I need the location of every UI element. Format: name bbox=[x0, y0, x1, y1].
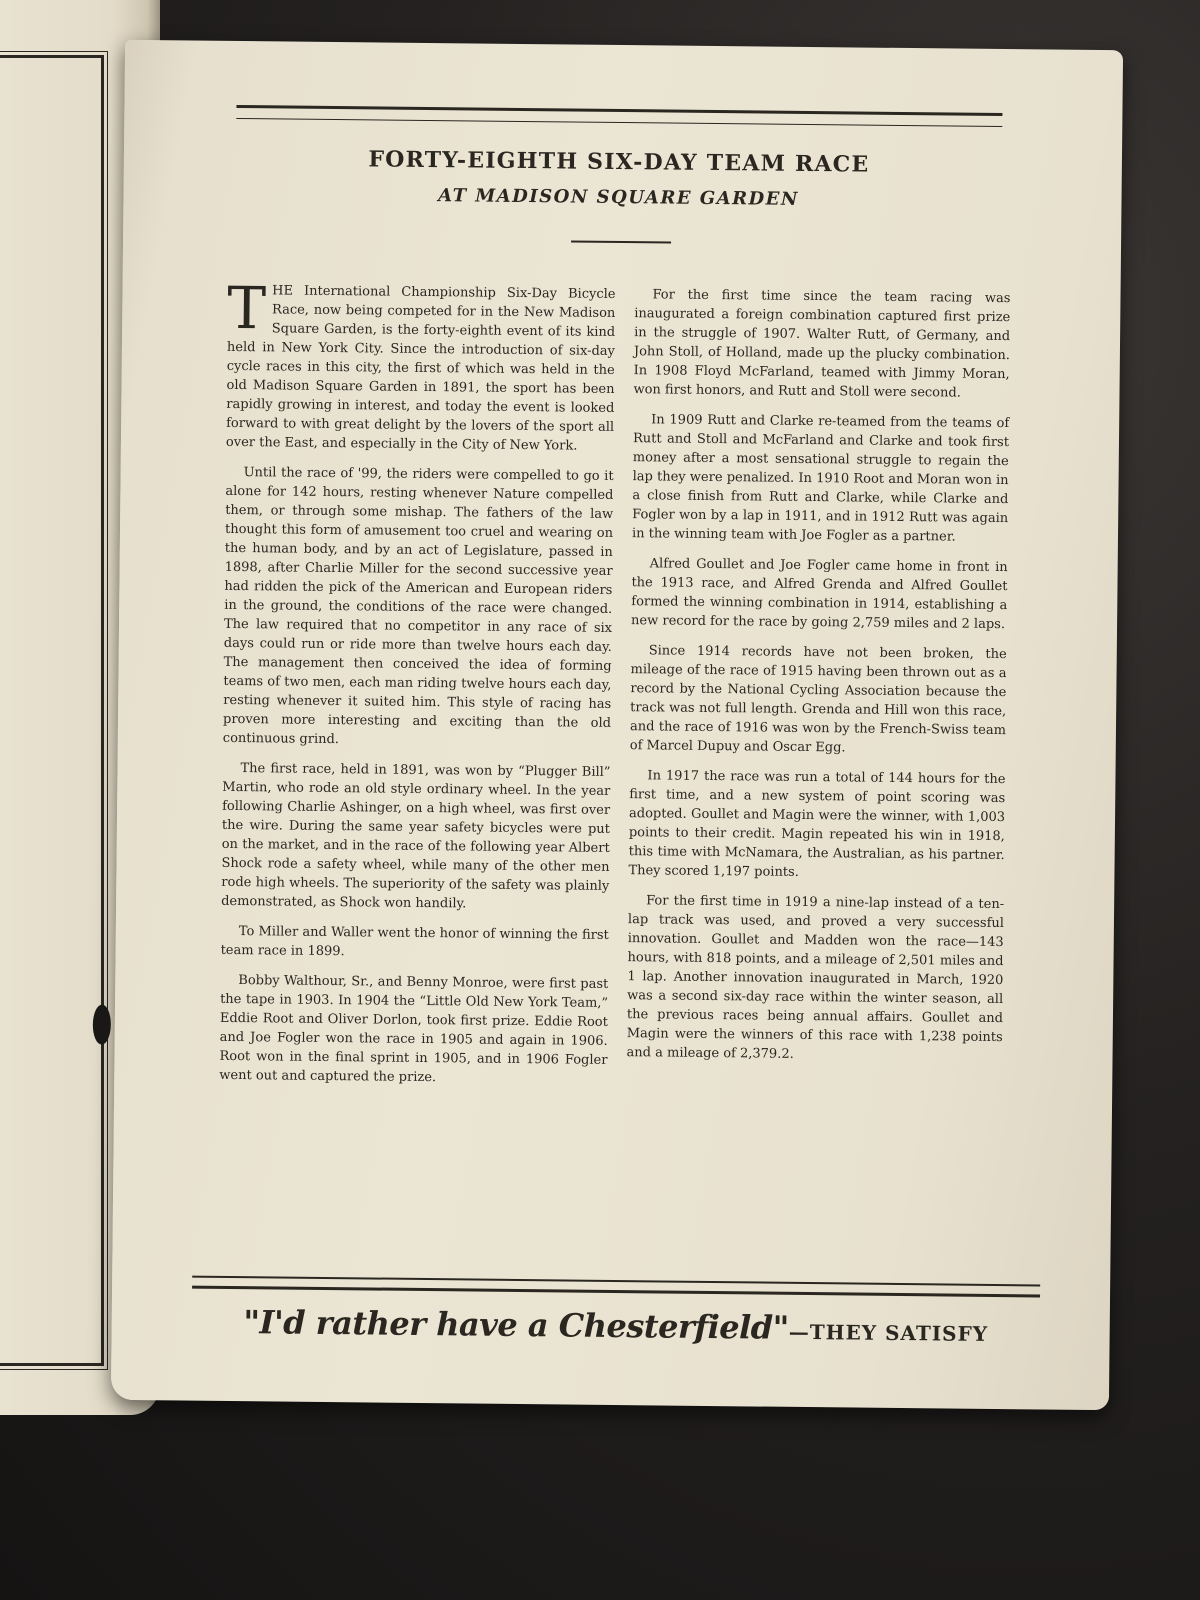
left-page-border bbox=[0, 55, 104, 1366]
page-subtitle: AT MADISON SQUARE GARDEN bbox=[438, 185, 800, 210]
article-paragraph bbox=[225, 273, 616, 456]
article-paragraph: In 1909 Rutt and Clarke re-teamed from the teams of Rutt and Stoll and McFarland and Clarke and took first money after a most sensational struggle to regain the lap they were penalized. In 1910 Root and Moran won in a close finish from Rutt and Clarke, while Clarke and Fogler won by a lap in 1911, and in 1912 Rutt was again in the winning team with Joe Fogler as a partner. bbox=[631, 412, 1010, 545]
booklet-page bbox=[111, 40, 1123, 1410]
title-divider bbox=[571, 240, 671, 243]
paragraph-text: HE International Championship Six-Day Bicycle Race, now being competed for in the New Madison Square Garden, is the forty-eighth event of its kind held in New York City. Since the introduction of six-day cycle races in this city, the first of which was held in the old Madison Square Garden in 1891, the sport has been rapidly growing in interest, and today the event is looked forward to with great delight by the lovers of the sport all over the East, and especially in the City of New York. bbox=[225, 283, 616, 454]
bottom-double-rule bbox=[192, 1276, 1040, 1298]
slogan-script-text: "I'd rather have a Chesterfield" bbox=[243, 1303, 790, 1347]
top-double-rule bbox=[236, 105, 1002, 127]
right-column bbox=[626, 285, 1010, 1077]
article-paragraph: For the first time in 1919 a nine-lap instead of a ten-lap track was used, and proved a very successful innovation. Goullet and Madden won the race—143 hours, with 818 points, and a mileage of 2,501 miles and 1 lap. Another innovation inaugurated in March, 1920 was a second six-day race within the winter season, all the previous races being annual affairs. Goullet and Magin were the winners of this race with 1,238 points and a mileage of 2,379.2. bbox=[626, 893, 1005, 1062]
drop-cap: T bbox=[226, 273, 267, 343]
article-paragraph: Alfred Goullet and Joe Fogler came home in front in the 1913 race, and Alfred Grenda and Alfred Goullet formed the winning combination in 1914, establishing a new record for the race by going 2,759 miles and 2 laps. bbox=[631, 556, 1008, 633]
article-paragraph: To Miller and Waller went the honor of winning the first team race in 1899. bbox=[220, 924, 609, 960]
advertisement-slogan bbox=[192, 1303, 1040, 1350]
left-column bbox=[219, 273, 616, 1100]
article-paragraph: The first race, held in 1891, was won by “Plugger Bill” Martin, who rode an old style ordinary wheel. In the year following Charlie Ashinger, on a high wheel, was first over the wire. During the same year safety bicycles were put on the market, and in the race of the following year Albert Shock rode a safety wheel, while many of the other men rode high wheels. The superiority of the safety was plainly demonstrated, as Shock won handily. bbox=[221, 761, 611, 912]
slogan-caps-text: —THEY SATISFY bbox=[788, 1319, 989, 1346]
page-title: FORTY-EIGHTH SIX-DAY TEAM RACE bbox=[368, 146, 870, 178]
article-paragraph: In 1917 the race was run a total of 144 hours for the first time, and a new system of point scoring was adopted. Goullet and Magin were the winner, with 1,003 points to their credit. Magin repeated his win in 1918, this time with McNamara, the Australian, as his partner. They scored 1,197 points. bbox=[628, 768, 1006, 880]
article-paragraph: Until the race of '99, the riders were compelled to go it alone for 142 hours, resting whenever Nature compelled them, or through some mishap. The fathers of the law thought this form of amusement too cruel and wearing on the human body, and by an act of Legislature, passed in 1898, after Charlie Miller for the second successive year had ridden the pick of the American and European riders in the ground, the conditions of the race were changed. The law required that no competitor in any race of six days could run or ride more than twelve hours each day. The management then conceived the idea of forming teams of two men, each man riding twelve hours each day, resting whenever it suited him. This style of racing has proven more interesting and exciting than the old continuous grind. bbox=[222, 465, 614, 748]
article-paragraph: Bobby Walthour, Sr., and Benny Monroe, were first past the tape in 1903. In 1904 the “Little Old New York Team,” Eddie Root and Oliver Dorlon, took first prize. Eddie Root and Joe Fogler won the race in 1905 and again in 1906. Root won in the final sprint in 1905, and in 1906 Fogler went out and captured the prize. bbox=[219, 973, 609, 1086]
article-paragraph: Since 1914 records have not been broken, the mileage of the race of 1915 having been thrown out as a record by the National Cycling Association because the track was not full length. Grenda and Hill won this race, and the race of 1916 was won by the French-Swiss team of Marcel Dupuy and Oscar Egg. bbox=[629, 643, 1007, 756]
article-paragraph: For the first time since the team racing was inaugurated a foreign combination captured first prize in the struggle of 1907. Walter Rutt, of Germany, and John Stoll, of Holland, made up the plucky combination. In 1908 Floyd McFarland, teamed with Jimmy Moran, won first honors, and Rutt and Stoll were second. bbox=[633, 287, 1011, 401]
